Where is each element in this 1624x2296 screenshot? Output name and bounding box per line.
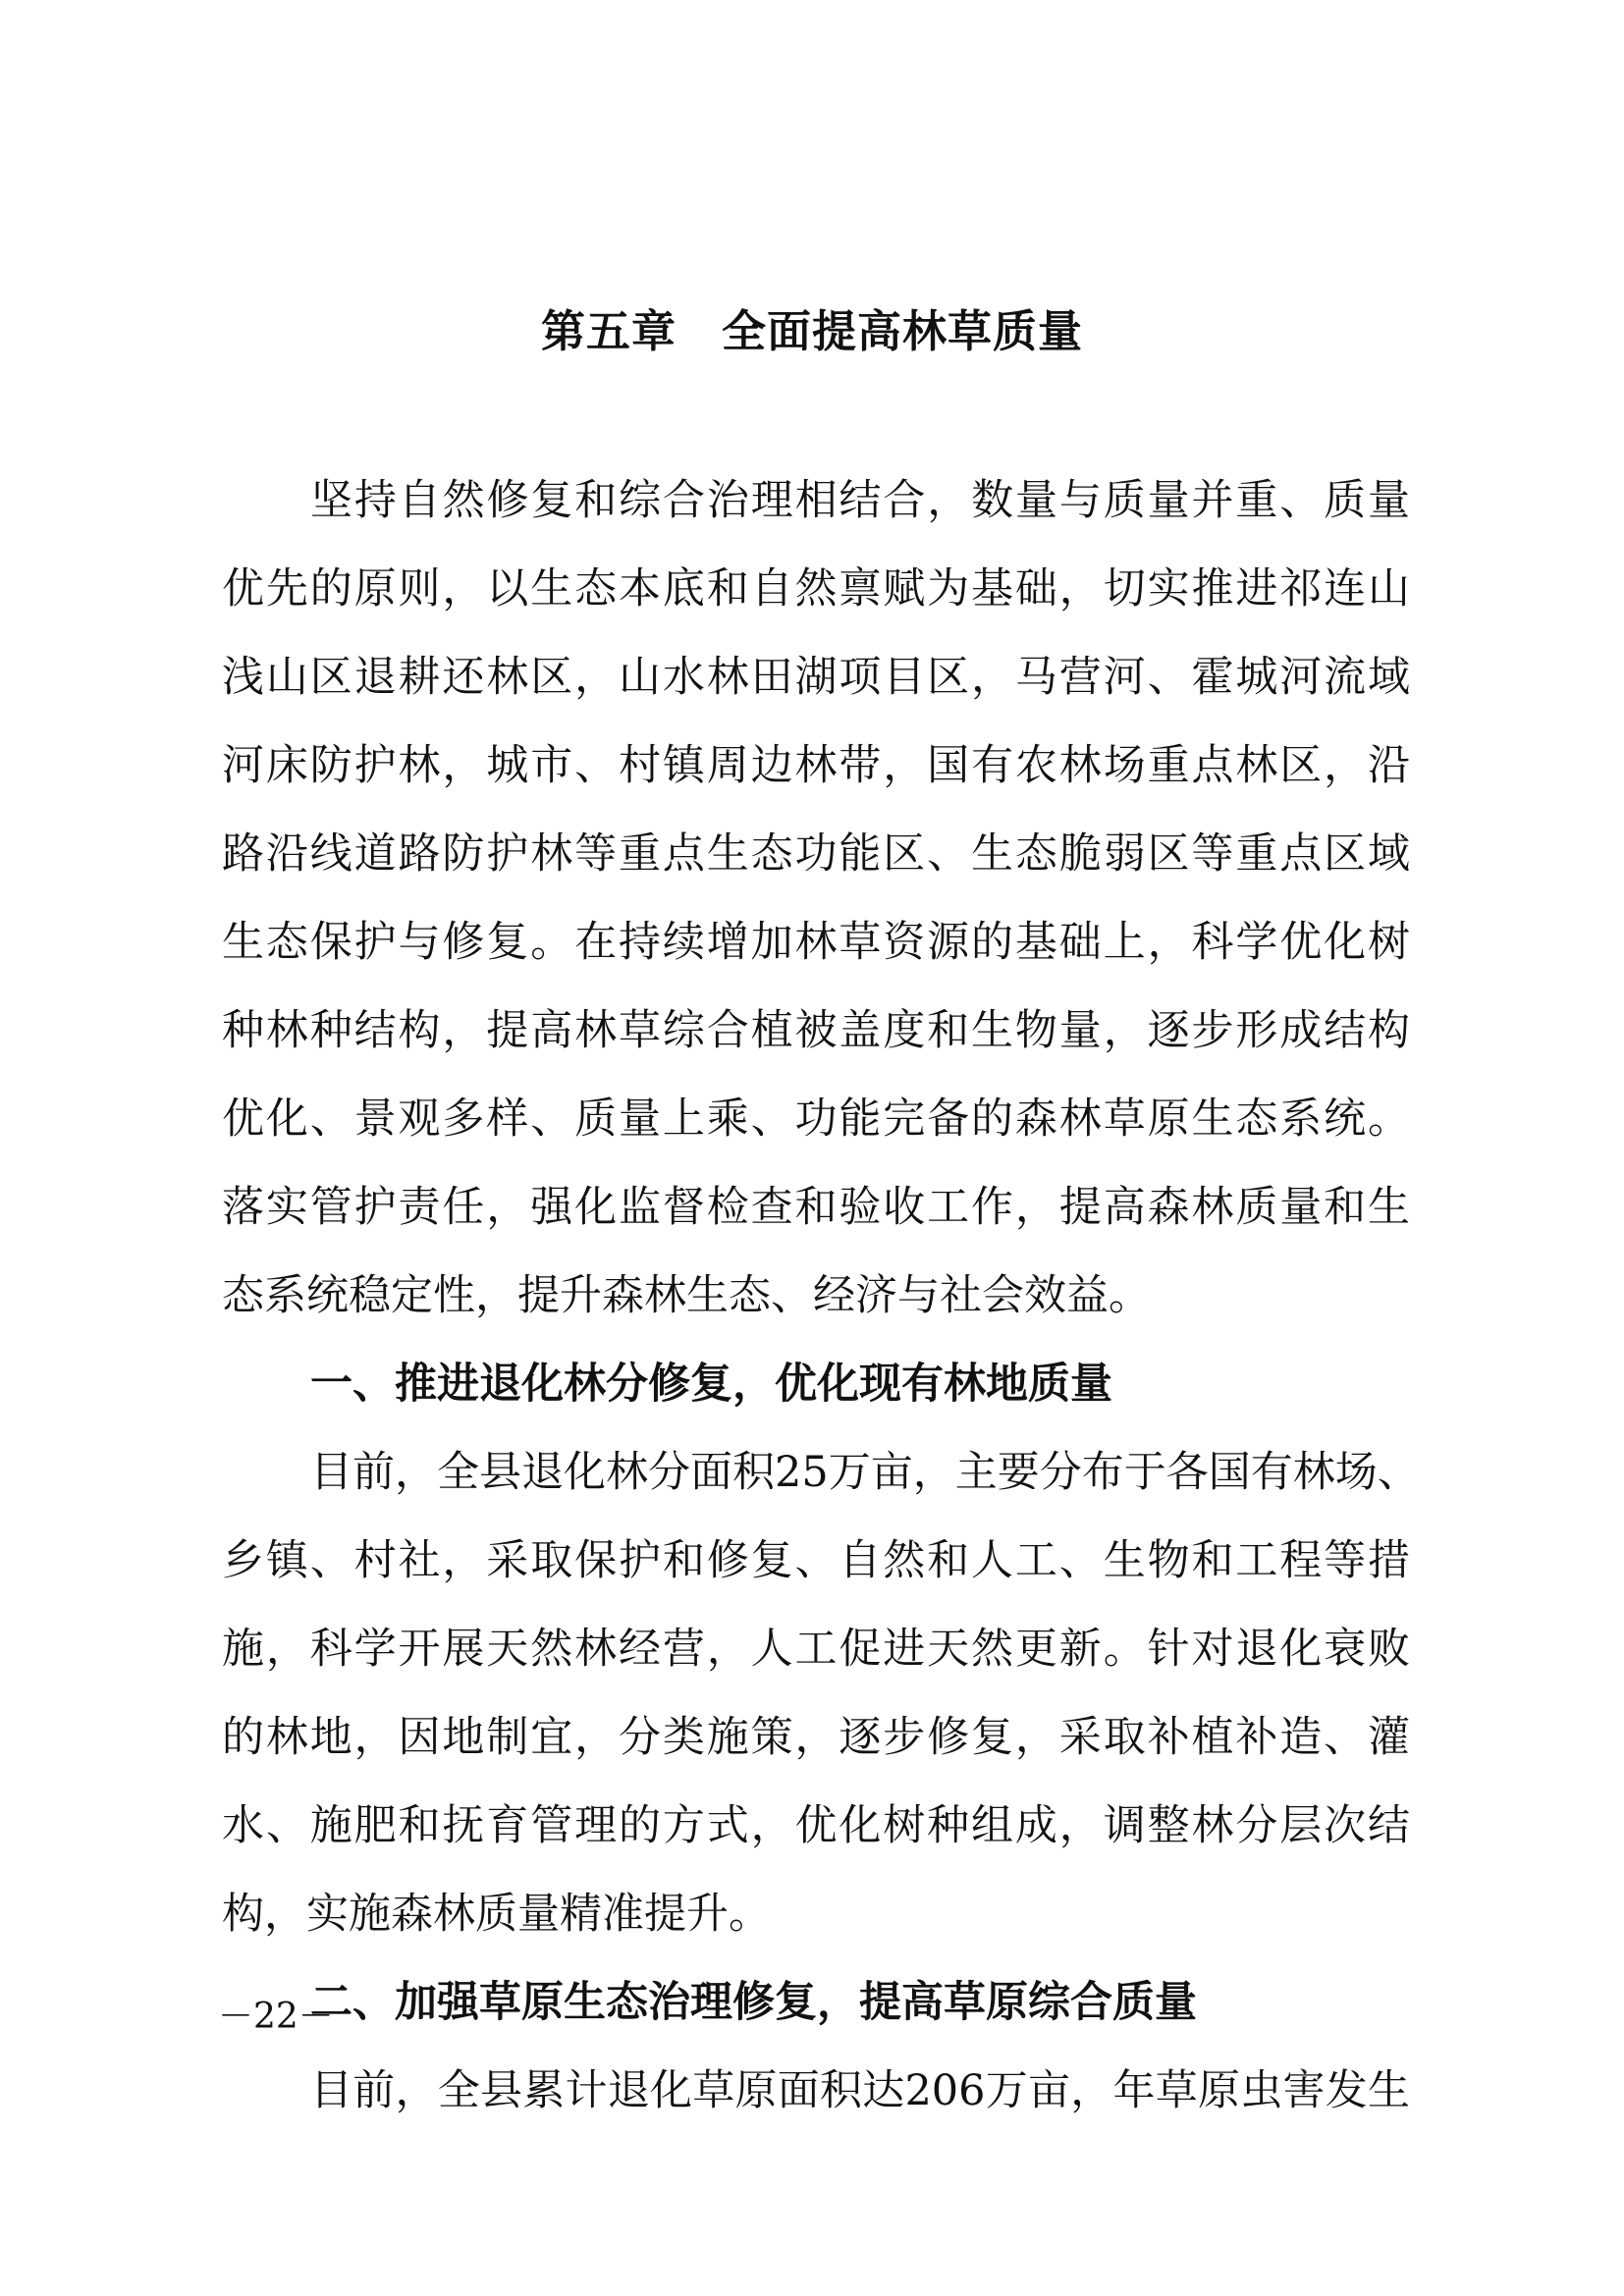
body-text	[222, 456, 1420, 2135]
paragraph-line: 构，实施森林质量精准提升。	[222, 1890, 771, 1939]
paragraph-line: 乡镇、村社，采取保护和修复、自然和人工、生物和工程等措	[222, 1536, 1410, 1585]
paragraph-line: 路沿线道路防护林等重点生态功能区、生态脆弱区等重点区域	[222, 829, 1410, 879]
paragraph-line: 目前，全县累计退化草原面积达206万亩，年草原虫害发生	[310, 2066, 1410, 2115]
paragraph-line: 优先的原则，以生态本底和自然禀赋为基础，切实推进祁连山	[222, 564, 1410, 614]
paragraph-line: 目前，全县退化林分面积25万亩，主要分布于各国有林场、	[310, 1448, 1420, 1497]
paragraph-line: 坚持自然修复和综合治理相结合，数量与质量并重、质量	[310, 476, 1410, 525]
chapter-title: 第五章 全面提高林草质量	[540, 305, 1083, 357]
paragraph-line: 种林种结构，提高林草综合植被盖度和生物量，逐步形成结构	[222, 1006, 1410, 1055]
paragraph-line: 河床防护林，城市、村镇周边林带，国有农林场重点林区，沿	[222, 741, 1410, 790]
paragraph-line: 施，科学开展天然林经营，人工促进天然更新。针对退化衰败	[222, 1625, 1410, 1674]
paragraph-line: 落实管护责任，强化监督检查和验收工作，提高森林质量和生	[222, 1183, 1410, 1232]
paragraph-line: 的林地，因地制宜，分类施策，逐步修复，采取补植补造、灌	[222, 1713, 1410, 1762]
paragraph-line: 态系统稳定性，提升森林生态、经济与社会效益。	[222, 1271, 1151, 1320]
paragraph-line: 浅山区退耕还林区，山水林田湖项目区，马营河、霍城河流域	[222, 653, 1410, 702]
section-heading: 二、加强草原生态治理修复，提高草原综合质量	[310, 1978, 1197, 2027]
paragraph-line: 水、施肥和抚育管理的方式，优化树种组成，调整林分层次结	[222, 1801, 1410, 1850]
paragraph-line: 优化、景观多样、质量上乘、功能完备的森林草原生态系统。	[222, 1095, 1410, 1144]
page-number: －22－	[218, 1997, 334, 2037]
paragraph-line: 生态保护与修复。在持续增加林草资源的基础上，科学优化树	[222, 918, 1410, 967]
section-heading: 一、推进退化林分修复，优化现有林地质量	[310, 1360, 1112, 1409]
